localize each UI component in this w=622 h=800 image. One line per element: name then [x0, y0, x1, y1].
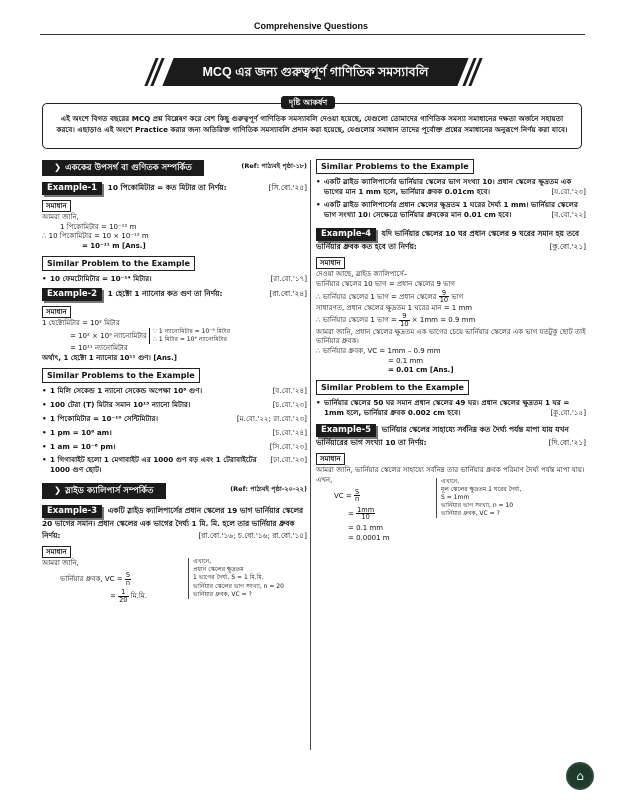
solution-block [42, 544, 307, 614]
example-source: [রা.বো.'১৬; চ.বো.'১৬; রা.বো.'১৫] [198, 530, 307, 540]
solution-line: ∴ ভার্নিয়ার ধ্রুবক, VC = 1mm – 0.9 mm [316, 346, 441, 355]
banner-title: MCQ এর জন্য গুরুত্বপূর্ণ গাণিতিক সমস্যাবলি [202, 65, 429, 79]
note-line: ∴ 1 মিটার = 10⁹ ন্যানোমিটার [153, 336, 227, 344]
section-ref: (Ref: পাঠ্যবই পৃষ্ঠা-১৮) [241, 162, 307, 170]
item-source: • [ঢা.বো.'২৩] [270, 455, 307, 465]
solution-line-text: × 1mm = 0.9 mm [411, 316, 476, 325]
denominator: 10 [400, 320, 409, 328]
item-source: [রা.বো.'১৭] [270, 273, 307, 283]
item-source: [চ.বো.'২৪] [272, 427, 307, 437]
item-text: 1 pm = 10⁶ am। [50, 427, 112, 437]
solution-line-text: ∴ ভার্নিয়ার স্কেলের 1 ভাগ = [316, 316, 397, 325]
numerator: S [125, 570, 131, 579]
solution-line: = 0.1 mm [388, 356, 424, 365]
fraction [399, 313, 409, 327]
example-tag: Example-3 [42, 505, 102, 518]
column-divider [310, 160, 311, 750]
solution-line: এখন, [316, 475, 333, 484]
section-banner [150, 58, 480, 86]
solution-line-text: = 10² × 10⁹ ন্যানোমিটার [70, 332, 147, 341]
numerator: 1mm [357, 505, 375, 514]
example-question: যদি ভার্নিয়ার স্কেলের 10 ঘর প্রধান স্কেলের 9 ঘরের সমান হয় তবে ভার্নিয়ার ধ্রুবক কত হবে তা নির্ণয়: [316, 228, 580, 251]
side-note [149, 328, 230, 344]
denominator: 10 [439, 296, 449, 305]
numerator: 9 [439, 290, 449, 298]
item-source: [সি.বো.'২৩] [269, 441, 307, 451]
similar-problem-title: Similar Problem to the Example [42, 256, 195, 271]
example-question: 1 হেক্টো 1 ন্যানোর কত গুণ তা নির্ণয়: [107, 288, 223, 298]
unit: মি.মি. [130, 592, 147, 601]
example-1 [42, 182, 307, 195]
given-line: এখানে, [193, 558, 212, 566]
similar-problem-item [316, 398, 586, 418]
example-tag: Example-2 [42, 288, 102, 301]
section-ref: (Ref: পাঠ্যবই পৃষ্ঠা-২০-২২) [230, 485, 307, 494]
solution-line-text: ভাগ [451, 292, 464, 301]
solution-answer: = 10⁻¹¹ m [Ans.] [82, 241, 146, 250]
solution-block [316, 476, 586, 566]
similar-problem-item [316, 177, 586, 197]
numerator: 1 [118, 589, 128, 597]
similar-problem-item [42, 274, 307, 284]
solution-line: = 10¹¹ ন্যানোমিটার [70, 344, 128, 353]
section-title: ❯ স্লাইড ক্যালিপার্স সম্পর্কিত [42, 483, 166, 499]
example-tag: Example-1 [42, 182, 102, 195]
example-tag: Example-5 [316, 424, 376, 437]
similar-problem-item [316, 200, 586, 220]
similar-problem-item [42, 428, 307, 438]
item-text: 1 মিলি সেকেন্ড 1 ন্যানো সেকেন্ড অপেক্ষা 10⁶ গুণ। [50, 385, 203, 395]
example-question: একটি স্লাইড ক্যালিপার্সের প্রধান স্কেলের 19 ভাগ ভার্নিয়ার স্কেলের 20 ভাগের সমান। প্রধান স্কেলের এক ভাগের দৈর্ঘ্য 1 মি. মি. হলে তার ভার্নিয়ার ধ্রুবক নির্ণয়: [42, 506, 304, 540]
given-line: ভার্নিয়ার স্কেলের ভাগ সংখ্যা, n = 20 [193, 582, 284, 590]
page-header: Comprehensive Questions [253, 21, 369, 31]
right-column [316, 160, 586, 566]
item-text: ভার্নিয়ার স্কেলের 50 ঘর সমান প্রধান স্কেলের 49 ঘর। প্রধান স্কেলের ক্ষুদ্রতম 1 ঘর = 1mm হলে, ভার্নিয়ার ধ্রুবক 0.002 cm হবে। [324, 397, 570, 417]
solution-line: 1 হেক্টোমিটার = 10² মিটার [42, 318, 120, 327]
similar-problem-item [42, 386, 307, 396]
solution-line: দেওয়া আছে, স্লাইড ক্যালিপার্সে– [316, 270, 408, 279]
left-column [42, 160, 307, 614]
item-source: [ম.বো.'২২; রা.বো.'২৩] [236, 413, 307, 423]
solution-line [42, 328, 307, 344]
similar-problems-list [42, 386, 307, 476]
note-line: ∵ 1 ন্যানোমিটার = 10⁻⁹ মিটার [153, 328, 231, 336]
given-values [188, 558, 284, 598]
solution-line-text: ভার্নিয়ার ধ্রুবক, VC = [60, 575, 123, 584]
item-source: [ব.বো.'২৪] [272, 385, 307, 395]
denominator: 10 [361, 513, 370, 522]
focus-text: এই অংশে বিগত বছরের MCQ প্রশ্ন বিশ্লেষণ করে বেশ কিছু গুরুত্বপূর্ণ গাণিতিক সমস্যাবলি দেওয়া হয়েছে, যেগুলো তোমাদের গাণিতিক সমস্যা সমাধানের দক্ষতা অর্জনে সহায়তা করবে। এছাড়াও এই অংশে Practice করার জন্য অতিরিক্ত গাণিতিক সমস্যাবলি প্রদান করা হয়েছে, যেগুলোর সমাধান তাদের পূর্বোক্ত প্রশ্নের সমাধানের অনুরূপে নির্ণয় করা যাবে। [56, 114, 568, 135]
given-values [436, 478, 521, 518]
given-line: 1 ভাগের দৈর্ঘ্য, S = 1 মি.মি. [193, 574, 264, 582]
solution-line: 1 পিকোমিটার = 10⁻¹² m [60, 222, 137, 231]
similar-problem-item [42, 442, 307, 452]
item-text: 1 গিগাবাইট হলো 1 মেগাবাইট এর 1000 গুণ বড় এবং 1 টেরাবাইটের 1000 গুণ ছোট। [50, 455, 257, 475]
solution-line [316, 313, 586, 327]
solution-line: ভার্নিয়ার স্কেলের 10 ভাগ = প্রধান স্কেলের 9 ভাগ [316, 279, 456, 288]
solution-line-text: ∴ ভার্নিয়ার স্কেলের 1 ভাগ = প্রধান স্কেলের [316, 292, 437, 301]
given-line: S = 1mm [441, 494, 470, 502]
item-text: 10 ফেমটোমিটার = 10⁻¹⁴ মিটার। [50, 273, 152, 283]
solution-line-text: = [110, 592, 116, 601]
solution-line [316, 290, 586, 304]
given-line: ভার্নিয়ার ভাগ সংখ্যা, n = 10 [441, 502, 514, 510]
focus-tag: দৃষ্টি আকর্ষণ [281, 96, 335, 109]
similar-problems-title: Similar Problems to the Example [42, 368, 200, 383]
numerator: S [355, 487, 360, 496]
denominator: n [125, 578, 131, 587]
example-4 [316, 228, 586, 252]
similar-problem-item [42, 414, 307, 424]
given-line: প্রধান স্কেলের ক্ষুদ্রতম [193, 566, 244, 574]
section-title: ❯ এককের উপসর্গ বা গুণিতক সম্পর্কিত [42, 160, 204, 176]
denominator: n [355, 495, 360, 504]
item-text: 1 am = 10⁻⁶ pm। [50, 441, 116, 451]
header-rule [40, 34, 585, 35]
solution-label: সমাধান [42, 200, 71, 212]
item-text: 100 টেরা (T) মিটার সমান 10¹⁵ ন্যানো মিটার। [50, 399, 191, 409]
item-text: 1 পিকোমিটার = 10⁻¹⁰ সেন্টিমিটার। [50, 413, 159, 423]
item-source: [চ.বো.'২৩] [272, 399, 307, 409]
example-question: ভার্নিয়ার স্কেলের সাহায্যে সর্বনিম্ন কত দৈর্ঘ্য পর্যন্ত মাপা যায় যখন ভার্নিয়ারের ভাগ সংখ্যা 10 তা নির্ণয়: [316, 424, 569, 447]
denominator: 20 [119, 595, 128, 604]
example-source: [দি.বো.'২১] [548, 437, 586, 447]
example-source: [কু.বো.'২১] [549, 241, 586, 251]
focus-box [42, 103, 582, 149]
solution-answer: অর্থাৎ, 1 হেক্টো 1 ন্যানোর 10¹¹ গুণ। [Ans.] [42, 354, 177, 363]
item-source: [কু.বো.'১৫] [550, 407, 586, 417]
solution-line: = 0.1 mm [348, 523, 384, 532]
solution-label: সমাধান [42, 306, 71, 318]
similar-problem-title: Similar Problem to the Example [316, 380, 469, 395]
example-tag: Example-4 [316, 228, 376, 241]
given-line: এখানে, [441, 477, 460, 485]
example-source: [সি.বো.'২৫] [268, 183, 307, 192]
example-2 [42, 288, 307, 301]
solution-line: আমরা জানি, প্রধান স্কেলের ক্ষুদ্রতম এক ভাগের চেয়ে ভার্নিয়ার স্কেলের এক ভাগ যতটুকু ছোট তাই ভার্নিয়ার ধ্রুবক। [316, 327, 586, 346]
example-source: [রা.বো.'২৪] [269, 288, 307, 298]
example-question: 10 পিকোমিটার = কত মিটার তা নির্ণয়: [107, 183, 227, 192]
fraction [125, 572, 131, 586]
example-3 [42, 505, 307, 541]
fraction [354, 489, 360, 503]
given-line: মূল স্কেলের ক্ষুদ্রতম 1 ঘরের দৈর্ঘ্য, [441, 486, 522, 493]
publisher-logo-icon: ⌂ [566, 762, 594, 790]
solution-line: আমরা জানি, [42, 559, 79, 568]
similar-problem-item [42, 455, 307, 475]
solution-line: = 0.0001 m [348, 533, 390, 542]
solution-line-text: VC = [334, 491, 352, 500]
solution-line: আমরা জানি, ভার্নিয়ার স্কেলের সাহায্যে সর্বনিম্ন তার ভার্নিয়ার ধ্রুবক পরিমাণ দৈর্ঘ্য পর্যন্ত মাপা যায়। [316, 466, 585, 475]
solution-answer: = 0.01 cm [Ans.] [388, 366, 454, 375]
solution-label: সমাধান [316, 453, 345, 465]
solution-line-text: = [348, 509, 354, 518]
item-text: একটি স্লাইড ক্যালিপার্সের ভার্নিয়ার স্কেলের ভাগ সংখ্যা 10। প্রধান স্কেলের ক্ষুদ্রতম এক ভাগের মান 1 mm হলে, ভার্নিয়ার ধ্রুবক 0.01cm হবে। [324, 177, 572, 196]
solution-label: সমাধান [316, 257, 345, 269]
solution-line: আমরা জানি, [42, 213, 79, 221]
fraction [118, 589, 128, 603]
solution-label: সমাধান [42, 546, 71, 558]
item-source: [ব.বো.'২২] [551, 209, 586, 219]
section-slide-calipers [42, 483, 307, 499]
solution-line: সাধারণত, প্রধান স্কেলের ক্ষুদ্রতম 1 ঘরের মান = 1 mm [316, 303, 473, 312]
item-source: [য.বো.'২৩] [551, 186, 586, 196]
item-text: একটি স্লাইড ক্যালিপার্সের প্রধান স্কেলের ক্ষুদ্রতম 1 ঘরের দৈর্ঘ্য 1 mm। ভার্নিয়ার স্কেলের ভাগ সংখ্যা 10। সেক্ষেত্রে ভার্নিয়ার ধ্রুবকের মান 0.01 cm হবে। [324, 199, 578, 219]
numerator: 9 [399, 313, 409, 321]
section-prefix [42, 160, 307, 176]
given-line: ভার্নিয়ার ধ্রুবক, VC = ? [193, 590, 252, 598]
solution-line: ∴ 10 পিকোমিটার = 10 × 10⁻¹² m [42, 232, 149, 241]
similar-problems-title: Similar Problems to the Example [316, 159, 474, 174]
fraction [439, 290, 449, 304]
given-line: ভার্নিয়ার ধ্রুবক, VC = ? [441, 510, 500, 518]
similar-problem-item [42, 400, 307, 410]
fraction [356, 507, 375, 521]
example-5 [316, 424, 586, 448]
